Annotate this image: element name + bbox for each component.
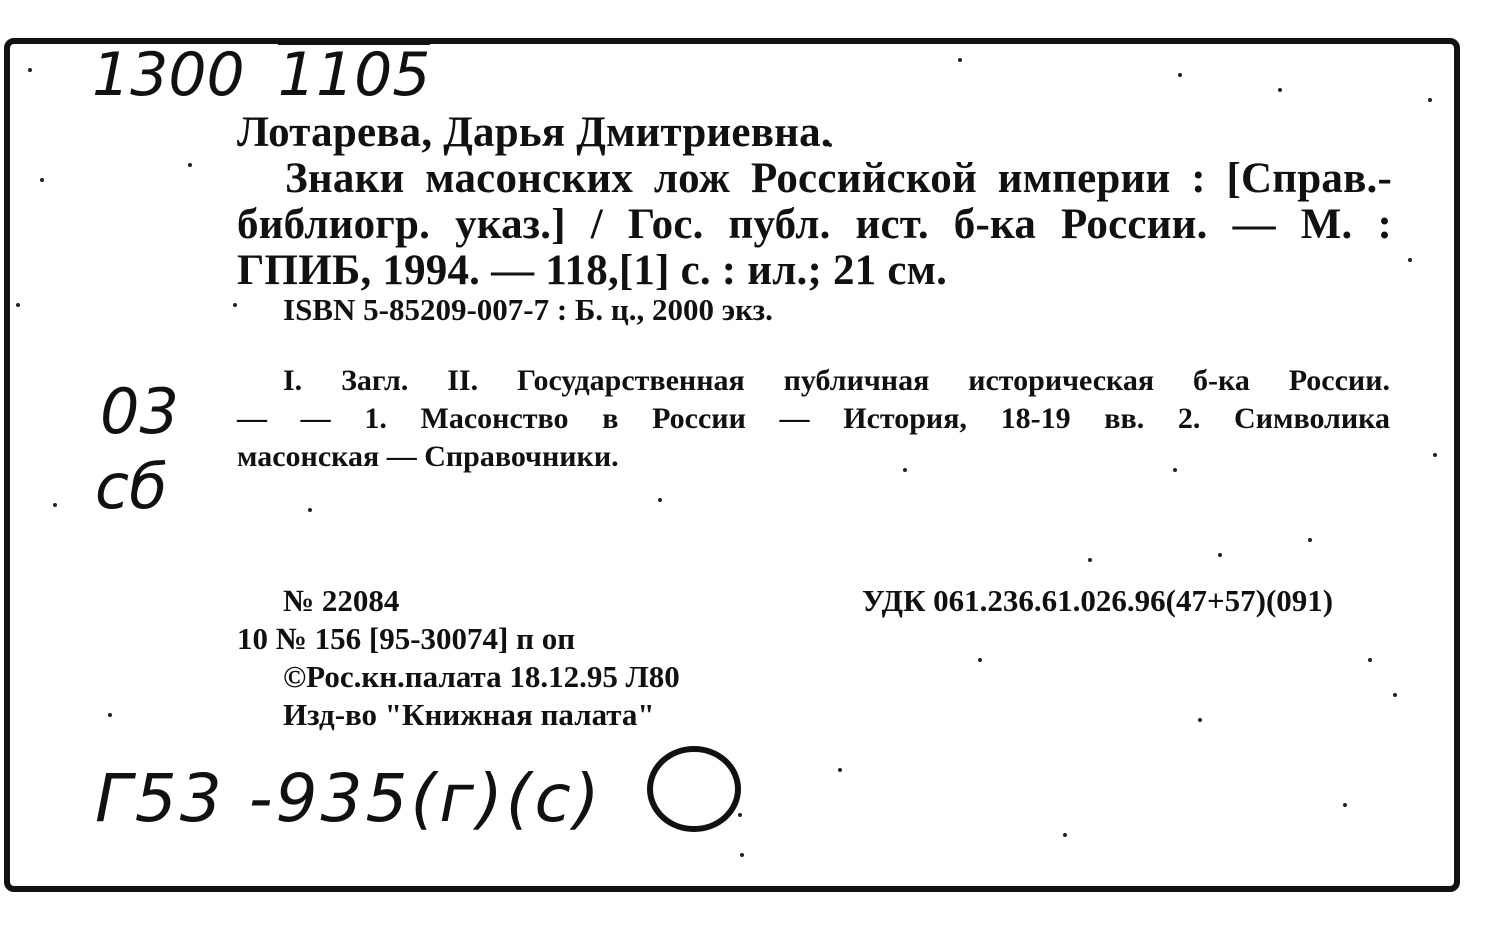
order-line: 10 № 156 [95-30074] п оп bbox=[237, 621, 576, 656]
subject-line-2: — — 1. Масонство в России — История, 18-19 вв. 2. Символика bbox=[237, 402, 1390, 435]
circle-mark-icon bbox=[645, 742, 745, 842]
shelfmark-part-1: 1300 bbox=[92, 40, 245, 110]
handwritten-bottom-code: Г53 -935(г)(с) bbox=[95, 760, 603, 837]
title-line-1: Знаки масонских лож Российской империи : [Справ.- bbox=[285, 155, 1392, 202]
title-line-2: библиогр. указ.] / Гос. публ. ист. б-ка России. — М. : bbox=[237, 201, 1392, 248]
handwritten-side-code-2: сб bbox=[95, 450, 168, 523]
subject-line-3: масонская — Справочники. bbox=[237, 440, 619, 473]
subject-line-1: I. Загл. II. Государственная публичная историческая б-ка России. bbox=[283, 364, 1390, 397]
title-line-3: ГПИБ, 1994. — 118,[1] с. : ил.; 21 см. bbox=[237, 247, 948, 294]
handwritten-shelfmark bbox=[92, 40, 430, 110]
shelfmark-part-2: 1105 bbox=[277, 40, 431, 110]
publisher-line: Изд-во "Книжная палата" bbox=[283, 697, 655, 732]
author-heading: Лотарева, Дарья Дмитриевна. bbox=[237, 109, 832, 156]
handwritten-side-code-1: 03 bbox=[100, 375, 179, 448]
isbn-line: ISBN 5-85209-007-7 : Б. ц., 2000 экз. bbox=[283, 292, 773, 327]
udc-code: УДК 061.236.61.026.96(47+57)(091) bbox=[862, 583, 1334, 618]
card-number: № 22084 bbox=[283, 583, 400, 618]
copyright-line: ©Рос.кн.палата 18.12.95 Л80 bbox=[283, 659, 680, 694]
